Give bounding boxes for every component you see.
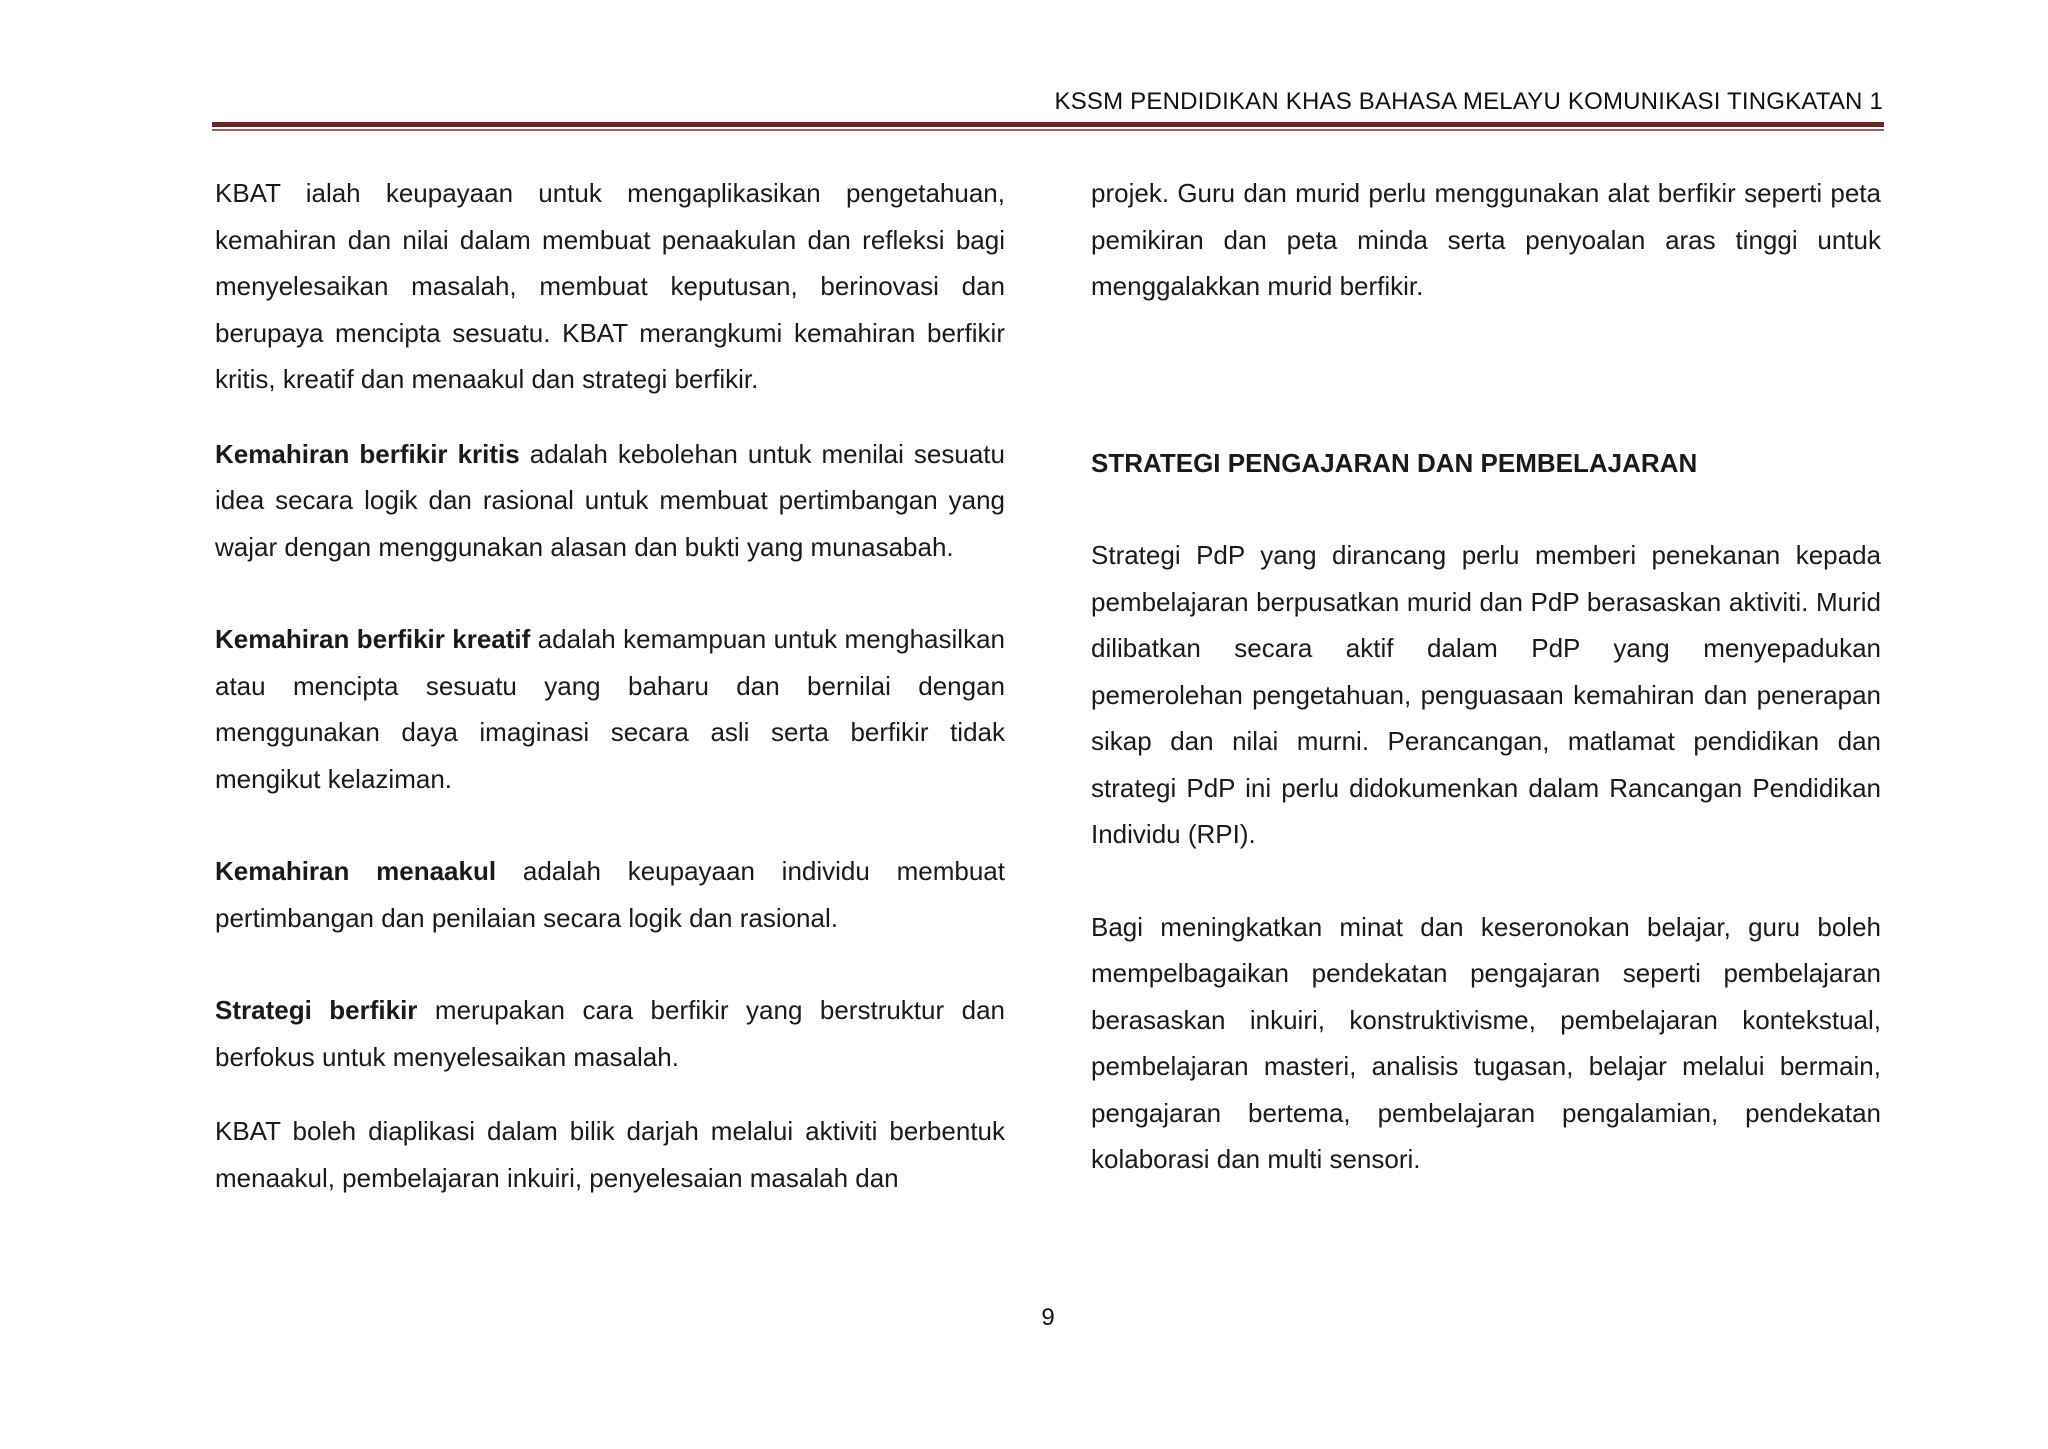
left-column — [215, 170, 1005, 1201]
paragraph-reasoning — [215, 848, 1005, 941]
paragraph-teaching-approaches: Bagi meningkatkan minat dan keseronokan belajar, guru boleh mempelbagaikan pendekatan pengajaran seperti pembelajaran berasaskan inkuiri, konstruktivisme, pembelajaran kontekstual, pembelajaran masteri, analisis tugasan, belajar melalui bermain, pengajaran bertema, pembelajaran pengalamian, pendekatan kolaborasi dan multi sensori. — [1091, 911, 1881, 1174]
section-heading: STRATEGI PENGAJARAN DAN PEMBELAJARAN — [1091, 447, 1698, 478]
term-creative-thinking: Kemahiran berfikir kreatif — [215, 624, 531, 654]
paragraph-kbat-application: KBAT boleh diaplikasi dalam bilik darjah melalui aktiviti berbentuk menaakul, pembelajaran inkuiri, penyelesaian masalah dan — [215, 1116, 1005, 1193]
paragraph-thinking-strategy — [215, 987, 1005, 1080]
paragraph-creative-thinking — [215, 616, 1005, 802]
paragraph-kbat-continuation: projek. Guru dan murid perlu menggunakan alat berfikir seperti peta pemikiran dan peta minda serta penyoalan aras tinggi untuk menggalakkan murid berfikir. — [1091, 178, 1881, 301]
header-rule — [212, 122, 1884, 127]
definition-thinking-strategy: merupakan cara berfikir yang berstruktur dan berfokus untuk menyelesaikan masalah. — [215, 995, 1006, 1072]
definition-critical-thinking: adalah kebolehan untuk menilai sesuatu idea secara logik dan rasional untuk membuat pertimbangan yang wajar dengan menggunakan alasan dan bukti yang munasabah. — [215, 438, 1005, 562]
definition-creative-thinking: adalah kemampuan untuk menghasilkan atau mencipta sesuatu yang baharu dan bernilai dengan menggunakan daya imaginasi secara asli serta berfikir tidak mengikut kelaziman. — [215, 624, 1005, 794]
paragraph-kbat-definition: KBAT ialah keupayaan untuk mengaplikasikan pengetahuan, kemahiran dan nilai dalam membuat penaakulan dan refleksi bagi menyelesaikan masalah, membuat keputusan, berinovasi dan berupaya mencipta sesuatu. KBAT merangkumi kemahiran berfikir kritis, kreatif dan menaakul dan strategi berfikir. — [215, 178, 1005, 394]
right-column — [1091, 170, 1881, 1183]
definition-reasoning: adalah keupayaan individu membuat pertimbangan dan penilaian secara logik dan rasional. — [215, 856, 1005, 933]
paragraph-critical-thinking — [215, 431, 1005, 571]
header-rule-thin — [212, 129, 1884, 131]
term-critical-thinking: Kemahiran berfikir kritis — [215, 438, 520, 469]
page-number: 9 — [1041, 1304, 1055, 1331]
term-reasoning: Kemahiran menaakul — [215, 856, 497, 886]
paragraph-pdp-strategy: Strategi PdP yang dirancang perlu memberi penekanan kepada pembelajaran berpusatkan murid dan PdP berasaskan aktiviti. Murid dilibatkan secara aktif dalam PdP yang menyepadukan pemerolehan pengetahuan, penguasaan kemahiran dan penerapan sikap dan nilai murni. Perancangan, matlamat pendidikan dan strategi PdP ini perlu didokumenkan dalam Rancangan Pendidikan Individu (RPI). — [1091, 540, 1881, 849]
term-thinking-strategy: Strategi berfikir — [215, 995, 418, 1025]
running-header: KSSM PENDIDIKAN KHAS BAHASA MELAYU KOMUNIKASI TINGKATAN 1 — [1054, 88, 1883, 115]
